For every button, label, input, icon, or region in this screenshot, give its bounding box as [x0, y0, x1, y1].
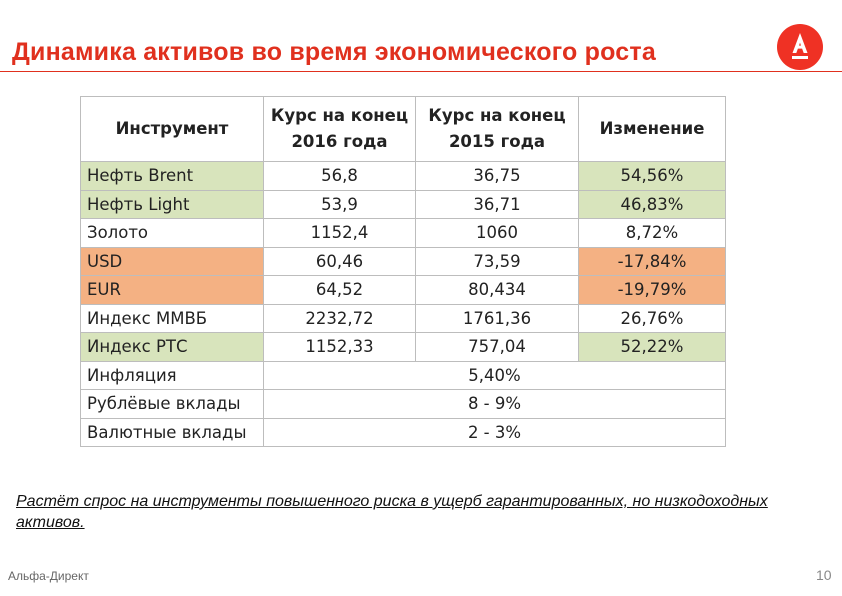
instrument-name: Инфляция — [81, 361, 264, 390]
change-value: 8,72% — [579, 219, 726, 248]
footer-company: Альфа-Директ — [8, 569, 89, 583]
change-value: 26,76% — [579, 304, 726, 333]
instrument-name: EUR — [81, 276, 264, 305]
header-instrument: Инструмент — [81, 97, 264, 162]
change-value: -19,79% — [579, 276, 726, 305]
conclusion-note: Растёт спрос на инструменты повышенного риска в ущерб гарантированных, но низкодоходных активов. — [16, 493, 768, 531]
value-2016: 1152,33 — [264, 333, 416, 362]
value-2015: 80,434 — [416, 276, 579, 305]
value-2016: 2232,72 — [264, 304, 416, 333]
value-2015: 757,04 — [416, 333, 579, 362]
value-2016: 56,8 — [264, 162, 416, 191]
header-end-2016: Курс на конец 2016 года — [264, 97, 416, 162]
table-row-merged — [81, 418, 726, 447]
value-2015: 36,71 — [416, 190, 579, 219]
assets-table-container — [80, 96, 725, 447]
header-change: Изменение — [579, 97, 726, 162]
value-2016: 60,46 — [264, 247, 416, 276]
header-end-2015: Курс на конец 2015 года — [416, 97, 579, 162]
slide-title: Динамика активов во время экономического роста — [12, 38, 656, 66]
change-value: -17,84% — [579, 247, 726, 276]
value-2016: 53,9 — [264, 190, 416, 219]
instrument-name: Индекс ММВБ — [81, 304, 264, 333]
table-row — [81, 190, 726, 219]
alfa-letter-icon — [777, 24, 823, 70]
title-divider — [0, 71, 842, 72]
merged-value: 8 - 9% — [264, 390, 726, 419]
value-2015: 73,59 — [416, 247, 579, 276]
instrument-name: Нефть Brent — [81, 162, 264, 191]
instrument-name: Индекс РТС — [81, 333, 264, 362]
instrument-name: Нефть Light — [81, 190, 264, 219]
table-row-merged — [81, 361, 726, 390]
merged-value: 2 - 3% — [264, 418, 726, 447]
table-header-row — [81, 97, 726, 162]
instrument-name: Золото — [81, 219, 264, 248]
table-row — [81, 333, 726, 362]
value-2016: 64,52 — [264, 276, 416, 305]
table-row — [81, 219, 726, 248]
change-value: 52,22% — [579, 333, 726, 362]
value-2015: 1060 — [416, 219, 579, 248]
value-2015: 1761,36 — [416, 304, 579, 333]
instrument-name: USD — [81, 247, 264, 276]
value-2016: 1152,4 — [264, 219, 416, 248]
assets-table — [80, 96, 726, 447]
table-row-merged — [81, 390, 726, 419]
table-row — [81, 162, 726, 191]
change-value: 46,83% — [579, 190, 726, 219]
instrument-name: Рублёвые вклады — [81, 390, 264, 419]
value-2015: 36,75 — [416, 162, 579, 191]
instrument-name: Валютные вклады — [81, 418, 264, 447]
merged-value: 5,40% — [264, 361, 726, 390]
table-row — [81, 247, 726, 276]
page-number: 10 — [816, 567, 832, 583]
alfa-logo-icon — [777, 24, 823, 70]
table-row — [81, 276, 726, 305]
table-row — [81, 304, 726, 333]
change-value: 54,56% — [579, 162, 726, 191]
